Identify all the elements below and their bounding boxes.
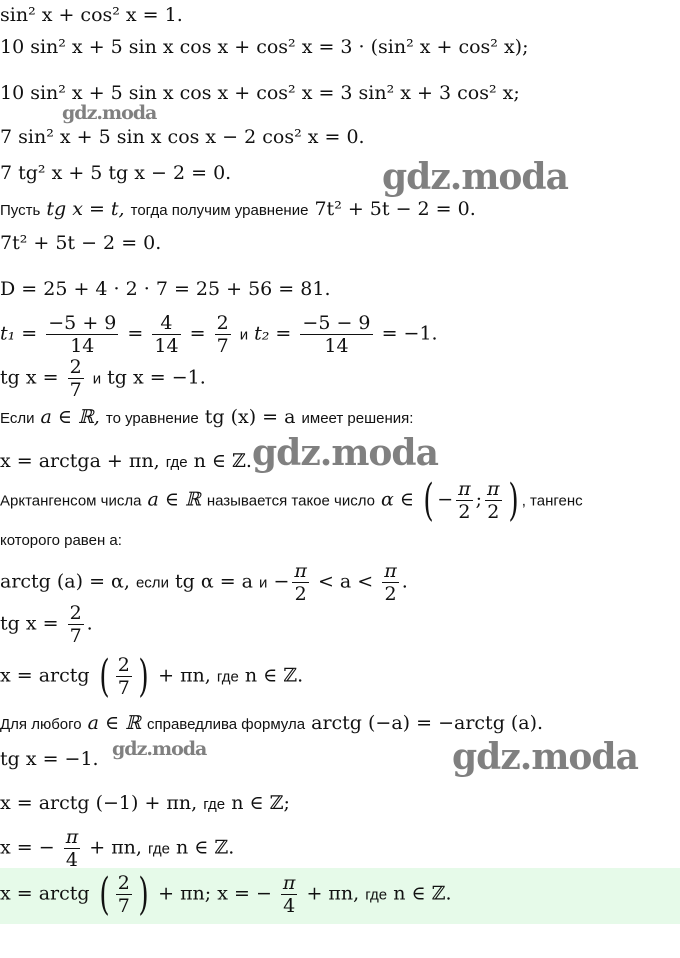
math-segment: arctg (−a) = −arctg (a). xyxy=(311,712,544,734)
math-segment: a ∈ ℝ xyxy=(87,712,141,734)
numerator: π xyxy=(65,826,79,848)
substitution-line xyxy=(0,198,476,222)
watermark-logo: gdz.moda xyxy=(452,736,638,778)
text-segment: и xyxy=(259,574,268,592)
math-segment: tg x = xyxy=(0,612,59,635)
text-segment: и xyxy=(92,370,102,388)
definition-line-2 xyxy=(0,530,122,552)
solution-line-2 xyxy=(0,792,290,816)
fraction xyxy=(68,356,84,401)
watermark-logo: gdz.moda xyxy=(252,432,438,474)
numerator: −5 − 9 xyxy=(302,312,371,334)
numerator: π xyxy=(294,560,307,582)
denominator: 14 xyxy=(70,335,95,357)
right-paren: ) xyxy=(507,474,519,526)
math-segment: tg x = −1. xyxy=(0,748,99,770)
discriminant-text: D = 25 + 4 · 2 · 7 = 25 + 56 = 81. xyxy=(0,278,331,300)
identity-line xyxy=(0,4,183,26)
denominator: 7 xyxy=(69,379,82,401)
watermark-logo: gdz.moda xyxy=(62,102,157,124)
numerator: 4 xyxy=(152,312,180,335)
right-paren: ) xyxy=(138,650,149,702)
math-segment: tg x = xyxy=(0,366,59,389)
root-label: t₂ = xyxy=(254,322,292,345)
math-segment: tg x = −1. xyxy=(107,366,206,389)
text-segment: , тангенс xyxy=(521,492,583,510)
math-segment: x = arctg xyxy=(0,882,90,905)
math-segment: + πn, xyxy=(89,836,142,859)
text-segment: Арктангенсом числа xyxy=(0,492,142,510)
numerator: π xyxy=(487,478,500,500)
denominator: 7 xyxy=(216,335,229,357)
math-segment: tg (x) = a xyxy=(204,406,296,428)
fraction xyxy=(152,312,180,357)
fraction xyxy=(64,826,81,871)
denominator: 7 xyxy=(117,895,130,917)
math-segment: a ∈ ℝ xyxy=(147,488,201,511)
tg-values-line xyxy=(0,356,206,401)
text-segment: где xyxy=(216,668,239,686)
identity-text: sin² x + cos² x = 1. xyxy=(0,4,183,26)
math-segment: x = − xyxy=(0,836,55,859)
math-segment: n ∈ ℤ; xyxy=(231,792,290,814)
equation-line-2 xyxy=(0,36,529,58)
math-segment: tg α = a xyxy=(175,570,253,593)
numerator: π xyxy=(384,560,397,582)
numerator: π xyxy=(458,478,471,500)
math-segment: < a < xyxy=(317,570,374,593)
equation-text-2: 10 sin² x + 5 sin x cos x + cos² x = 3 · (sin² x + cos² x); xyxy=(0,36,529,58)
definition-line: Арктангенсом числа a ∈ ℝ называется такое число α ∈ ( − $\frac{\pi}{2}$ ; $\frac{\pi}{2}$ ) , тангенс xyxy=(0,474,583,526)
math-segment: n ∈ ℤ. xyxy=(244,664,304,687)
text-segment: Для любого xyxy=(0,716,82,733)
root-label: t₁ = xyxy=(0,322,38,345)
math-segment: + πn, xyxy=(158,664,211,687)
fraction xyxy=(485,478,502,523)
numerator: −5 + 9 xyxy=(48,312,117,334)
math-segment: x = arctg (−1) + πn, xyxy=(0,792,198,814)
equation-line-4 xyxy=(0,126,365,148)
equation-line-3 xyxy=(0,82,520,104)
equation-text-4: 7 sin² x + 5 sin x cos x − 2 cos² x = 0. xyxy=(0,126,365,148)
text-segment: где xyxy=(148,840,170,858)
equation-text-5: 7 tg² x + 5 tg x − 2 = 0. xyxy=(0,162,232,184)
arctg-definition-line: arctg (a) = α, если tg α = a и − $\frac{\pi}{2}$ < a < $\frac{\pi}{2}$ . xyxy=(0,560,408,605)
equation-line-5 xyxy=(0,162,231,184)
fraction xyxy=(382,560,399,605)
text-segment: и xyxy=(239,326,249,344)
math-segment: n ∈ ℤ. xyxy=(393,882,452,905)
fraction xyxy=(46,312,118,357)
theory-line-1 xyxy=(0,406,413,430)
numerator: π xyxy=(282,872,296,894)
math-segment: 7t² + 5t − 2 = 0. xyxy=(314,198,476,220)
numerator: 2 xyxy=(69,356,82,378)
math-segment: a ∈ ℝ, xyxy=(40,406,100,428)
math-segment: = −1. xyxy=(381,322,438,345)
text-segment: которого равен a: xyxy=(0,532,122,549)
denominator: 14 xyxy=(154,335,179,357)
equation-text-3: 10 sin² x + 5 sin x cos x + cos² x = 3 sin² x + 3 cos² x; xyxy=(0,82,520,104)
numerator: 2 xyxy=(117,654,130,676)
text-segment: если xyxy=(135,574,169,592)
denominator: 14 xyxy=(324,335,349,357)
equation-line-7 xyxy=(0,232,161,254)
math-segment: n ∈ ℤ. xyxy=(175,836,235,859)
denominator: 2 xyxy=(294,583,307,605)
fraction xyxy=(300,312,372,357)
numerator: 2 xyxy=(216,312,229,334)
text-segment: называется такое число xyxy=(206,492,375,510)
text-segment: справедлива формула xyxy=(146,716,306,733)
numerator: 2 xyxy=(69,602,82,624)
denominator: 4 xyxy=(65,849,78,871)
math-segment: x = arctg xyxy=(0,664,90,687)
text-segment: Пусть xyxy=(0,202,41,219)
text-segment: где xyxy=(365,886,388,904)
math-segment: x = arctga + πn, xyxy=(0,450,160,472)
left-paren: ( xyxy=(99,650,110,702)
fraction xyxy=(281,872,298,917)
text-segment: то уравнение xyxy=(105,410,199,427)
fraction xyxy=(116,654,132,699)
denominator: 2 xyxy=(487,501,500,523)
text-segment: где xyxy=(203,796,226,813)
text-segment: где xyxy=(165,454,188,471)
text-segment: Если xyxy=(0,410,35,427)
math-segment: α ∈ xyxy=(381,488,414,511)
left-paren: ( xyxy=(99,868,110,920)
tg-minus-one-line xyxy=(0,748,99,770)
right-paren: ) xyxy=(138,868,149,920)
denominator: 2 xyxy=(458,501,471,523)
numerator: 2 xyxy=(117,872,130,894)
denominator: 7 xyxy=(69,625,82,647)
math-segment: + πn, xyxy=(306,882,360,905)
left-paren: ( xyxy=(423,474,434,526)
solution-line-1 xyxy=(0,650,304,702)
answer-line xyxy=(0,868,452,920)
denominator: 2 xyxy=(384,583,397,605)
equation-text-7: 7t² + 5t − 2 = 0. xyxy=(0,232,162,254)
solution-line-3 xyxy=(0,826,234,871)
denominator: 4 xyxy=(283,895,296,917)
math-segment: tg x = t, xyxy=(46,198,125,220)
fraction xyxy=(215,312,231,357)
fraction xyxy=(116,872,132,917)
fraction xyxy=(68,602,84,647)
fraction xyxy=(292,560,309,605)
math-segment: + πn; x = − xyxy=(158,882,272,905)
text-segment: тогда получим уравнение xyxy=(130,202,309,219)
text-segment: имеет решения: xyxy=(301,410,414,427)
fraction xyxy=(456,478,473,523)
roots-line: t₁ = $\frac{-5 + 9}{14}$ = $\frac{4}{14}$ = $\frac{2}{7}$ и t₂ = $\frac{-5 - 9}{14}$ = −1. xyxy=(0,312,438,357)
general-solution-line xyxy=(0,450,252,474)
math-segment: arctg (a) = α, xyxy=(0,570,130,593)
tg-value-line: tg x = $\frac{2}{7}$ . xyxy=(0,602,93,647)
denominator: 7 xyxy=(117,677,130,699)
math-segment: n ∈ ℤ. xyxy=(193,450,252,472)
formula-line xyxy=(0,712,543,736)
discriminant-line xyxy=(0,278,330,300)
watermark-logo: gdz.moda xyxy=(382,156,568,198)
watermark-logo: gdz.moda xyxy=(112,738,207,760)
